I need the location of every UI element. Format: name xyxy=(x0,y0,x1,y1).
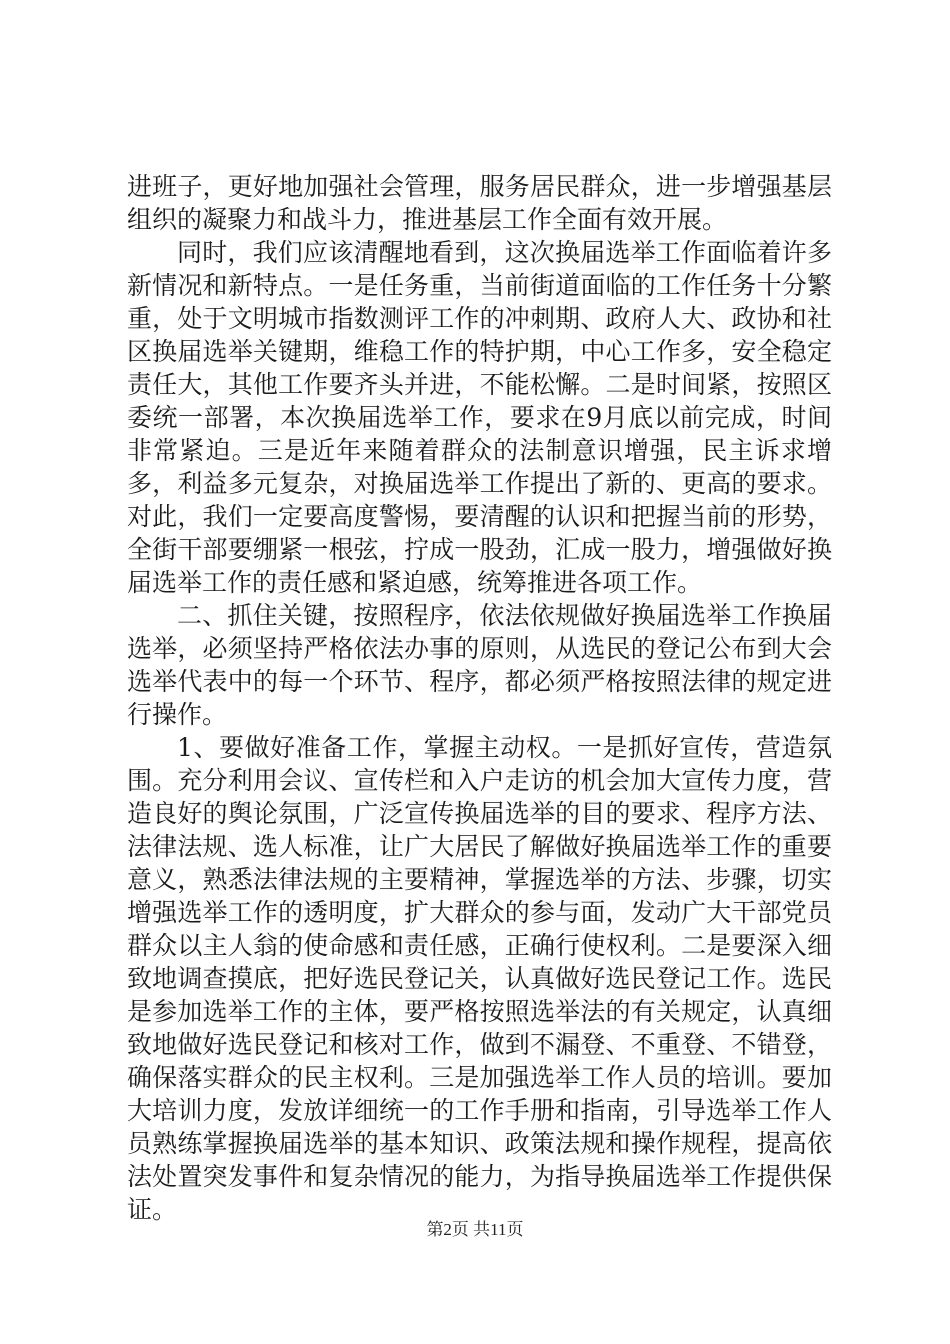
document-body xyxy=(127,170,832,1226)
paragraph-situation: 同时，我们应该清醒地看到，这次换届选举工作面临着许多新情况和新特点。一是任务重，当前街道面临的工作任务十分繁重，处于文明城市指数测评工作的冲刺期、政府人大、政协和社区换届选举关键期，维稳工作的特护期，中心工作多，安全稳定责任大，其他工作要齐头并进，不能松懈。二是时间紧，按照区委统一部署，本次换届选举工作，要求在9月底以前完成，时间非常紧迫。三是近年来随着群众的法制意识增强，民主诉求增多，利益多元复杂，对换届选举工作提出了新的、更高的要求。对此，我们一定要高度警惕，要清醒的认识和把握当前的形势，全街干部要绷紧一根弦，拧成一股劲，汇成一股力，增强做好换届选举工作的责任感和紧迫感，统筹推进各项工作。 xyxy=(127,238,832,597)
page-number-footer: 第2页 共11页 xyxy=(426,1220,524,1239)
paragraph-continuation: 进班子，更好地加强社会管理，服务居民群众，进一步增强基层组织的凝聚力和战斗力，推进基层工作全面有效开展。 xyxy=(127,172,832,234)
paragraph-preparation: 1、要做好准备工作，掌握主动权。一是抓好宣传，营造氛围。充分利用会议、宣传栏和入户走访的机会加大宣传力度，营造良好的舆论氛围，广泛宣传换届选举的目的要求、程序方法、法律法规、选人标准，让广大居民了解做好换届选举工作的重要意义，熟悉法律法规的主要精神，掌握选举的方法、步骤，切实增强选举工作的透明度，扩大群众的参与面，发动广大干部党员群众以主人翁的使命感和责任感，正确行使权利。二是要深入细致地调查摸底，把好选民登记关，认真做好选民登记工作。选民是参加选举工作的主体，要严格按照选举法的有关规定，认真细致地做好选民登记和核对工作，做到不漏登、不重登、不错登，确保落实群众的民主权利。三是加强选举工作人员的培训。要加大培训力度，发放详细统一的工作手册和指南，引导选举工作人员熟练掌握换届选举的基本知识、政策法规和操作规程，提高依法处置突发事件和复杂情况的能力，为指导换届选举工作提供保证。 xyxy=(127,733,832,1224)
paragraph-section-two: 二、抓住关键，按照程序，依法依规做好换届选举工作换届选举，必须坚持严格依法办事的原则，从选民的登记公布到大会选举代表中的每一个环节、程序，都必须严格按照法律的规定进行操作。 xyxy=(127,601,832,729)
